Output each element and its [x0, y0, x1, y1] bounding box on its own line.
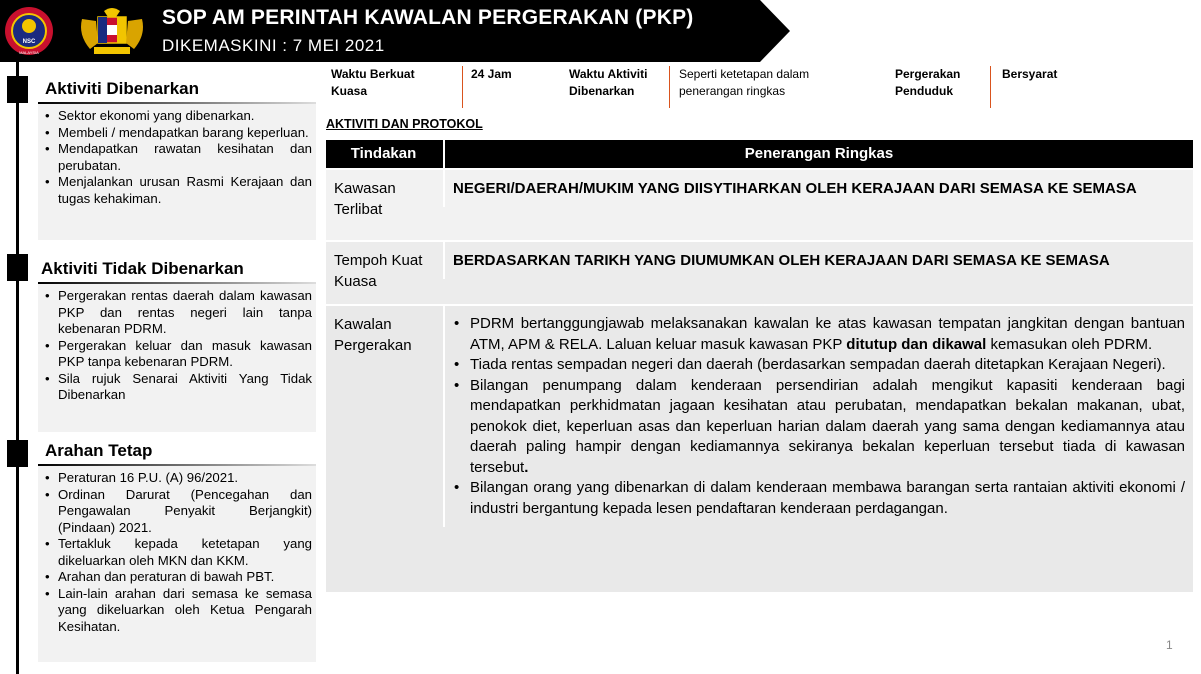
page-number: 1: [1166, 638, 1173, 652]
table-row: [326, 240, 1193, 304]
page-title: SOP AM PERINTAH KAWALAN PERGERAKAN (PKP): [162, 6, 694, 29]
row-description: BERDASARKAN TARIKH YANG DIUMUMKAN OLEH KERAJAAN DARI SEMASA KE SEMASA: [443, 242, 1193, 279]
not-allowed-activities-list: [38, 284, 316, 432]
list-item: • Membeli / mendapatkan barang keperluan.: [42, 125, 312, 142]
list-item: • Ordinan Darurat (Pencegahan dan Pengawalan Penyakit Berjangkit) (Pindaan) 2021.: [42, 487, 312, 537]
protocol-heading: AKTIVITI DAN PROTOKOL: [326, 117, 483, 131]
table-header: [326, 140, 1193, 168]
list-item: • Tertakluk kepada ketetapan yang dikeluarkan oleh MKN dan KKM.: [42, 536, 312, 569]
heading-underline: [38, 102, 316, 104]
activity-hours-label: Waktu Aktiviti Dibenarkan: [569, 67, 648, 98]
row-description: [443, 306, 1193, 527]
list-item: • Bilangan penumpang dalam kenderaan persendirian adalah mengikut kapasiti kenderaan bagi mendapatkan perkhidmatan jagaan kesihatan atau perubatan, mendapatkan bekalan makanan, ubat, penokok diet, keperluan asas dan keperluan harian dalam daerah yang sama dengan kediamannya atau daerah paling hampir dengan kediamannya sekiranya bekalan keperluan tersebut tiada di kawasan tersebut.: [453, 376, 1185, 479]
list-item: • Arahan dan peraturan di bawah PBT.: [42, 569, 312, 586]
timeline-marker: [7, 76, 28, 103]
activity-hours-value: Seperti ketetapan dalam penerangan ringkas: [679, 67, 810, 98]
allowed-activities-list: [38, 104, 316, 240]
list-item: • Lain-lain arahan dari semasa ke semasa yang dikeluarkan oleh Ketua Pengarah Kesihatan.: [42, 586, 312, 636]
column-header-action: Tindakan: [350, 145, 417, 162]
allowed-activities-section: [38, 74, 316, 240]
malaysia-coat-of-arms-logo: [76, 5, 148, 57]
list-item: • Pergerakan rentas daerah dalam kawasan PKP dan rentas negeri lain tanpa kebenaran PDRM.: [42, 288, 312, 338]
page-subtitle: DIKEMASKINI : 7 MEI 2021: [162, 36, 385, 55]
not-allowed-activities-heading: Aktiviti Tidak Dibenarkan: [38, 254, 316, 284]
list-item: • Sila rujuk Senarai Aktiviti Yang Tidak Dibenarkan: [42, 371, 312, 404]
row-action: Kawalan Pergerakan: [334, 316, 412, 354]
allowed-activities-heading: Aktiviti Dibenarkan: [38, 74, 316, 104]
svg-text:NSC: NSC: [22, 39, 36, 45]
header-banner: [0, 0, 790, 62]
list-item: • Mendapatkan rawatan kesihatan dan perubatan.: [42, 141, 312, 174]
list-item: • Pergerakan keluar dan masuk kawasan PKP tanpa kebenaran PDRM.: [42, 338, 312, 371]
list-item: • Tiada rentas sempadan negeri dan daerah (berdasarkan sempadan daerah ditetapkan Kerajaan Negeri).: [453, 355, 1185, 376]
column-header-description: Penerangan Ringkas: [443, 140, 1193, 168]
svg-text:MALAYSIA: MALAYSIA: [19, 50, 39, 55]
nsc-logo: [4, 5, 54, 57]
effective-hours-value: 24 Jam: [471, 67, 512, 81]
info-separator: [990, 66, 991, 108]
row-description: NEGERI/DAERAH/MUKIM YANG DIISYTIHARKAN OLEH KERAJAAN DARI SEMASA KE SEMASA: [443, 170, 1193, 207]
table-row: [326, 304, 1193, 592]
info-separator: [462, 66, 463, 108]
standing-orders-heading: Arahan Tetap: [38, 436, 316, 466]
table-row: [326, 168, 1193, 240]
list-item: • Sektor ekonomi yang dibenarkan.: [42, 108, 312, 125]
list-item: • Peraturan 16 P.U. (A) 96/2021.: [42, 470, 312, 487]
timeline-marker: [7, 254, 28, 281]
list-item: • Menjalankan urusan Rasmi Kerajaan dan tugas kehakiman.: [42, 174, 312, 207]
list-item: • Bilangan orang yang dibenarkan di dalam kenderaan membawa barangan serta rantaian aktiviti ekonomi / industri bergantung kepada lesen pendaftaran kenderaan perdagangan.: [453, 478, 1185, 519]
protocol-table: [326, 140, 1193, 592]
not-allowed-activities-section: [38, 254, 316, 432]
timeline-line: [16, 62, 19, 674]
row-action: Kawasan Terlibat: [334, 180, 396, 218]
population-movement-value: Bersyarat: [1002, 67, 1058, 81]
heading-underline: [38, 464, 316, 466]
standing-orders-section: [38, 436, 316, 662]
population-movement-label: Pergerakan Penduduk: [895, 67, 961, 98]
timeline-marker: [7, 440, 28, 467]
info-separator: [669, 66, 670, 108]
standing-orders-list: [38, 466, 316, 662]
heading-underline: [38, 282, 316, 284]
effective-hours-label: Waktu Berkuat Kuasa: [331, 67, 415, 98]
list-item: • PDRM bertanggungjawab melaksanakan kawalan ke atas kawasan tempatan jangkitan dengan bantuan ATM, APM & RELA. Laluan keluar masuk kawasan PKP ditutup dan dikawal kemasukan oleh PDRM.: [453, 314, 1185, 355]
row-action: Tempoh Kuat Kuasa: [334, 252, 423, 290]
